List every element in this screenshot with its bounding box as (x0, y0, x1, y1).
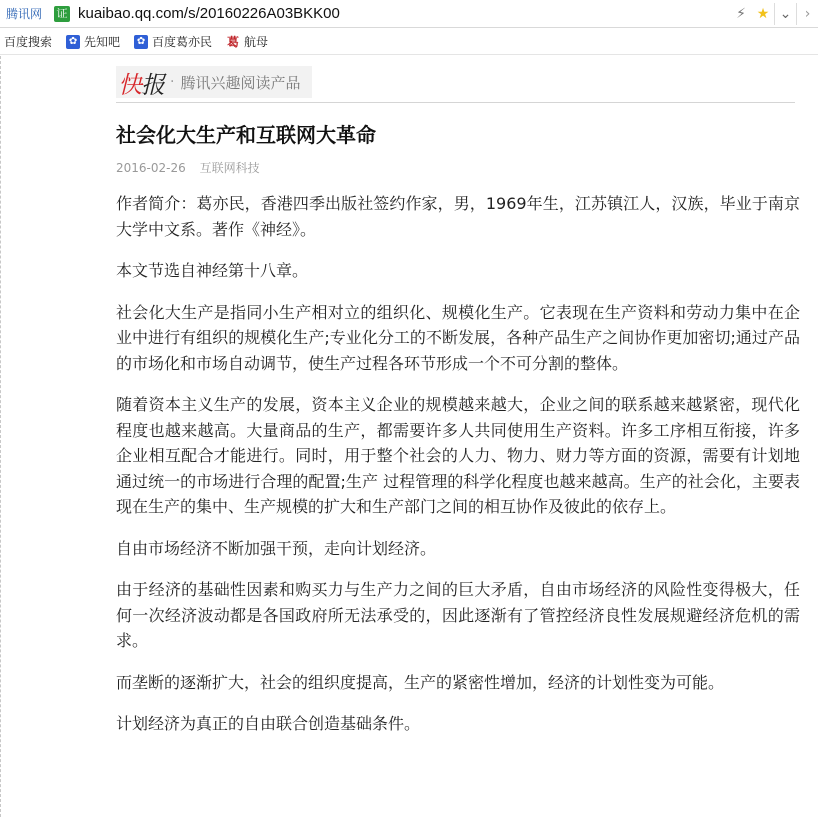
article-paragraph: 本文节选自神经第十八章。 (116, 261, 309, 280)
baidu-paw-icon: ✿ (134, 35, 148, 49)
certificate-icon[interactable]: 证 (54, 6, 70, 22)
brand-tagline: 腾讯兴趣阅读产品 (180, 73, 301, 92)
bookmark-xianzhiba[interactable] (66, 34, 120, 50)
article-paragraph: 计划经济为真正的自由联合创造基础条件。 (116, 714, 421, 733)
brand-separator: · (170, 74, 175, 90)
bookmark-hangmu[interactable] (226, 34, 268, 50)
article-paragraph: 随着资本主义生产的发展，资本主义企业的规模越来越大，企业之间的联系越来越紧密，现代化程度也越来越高。大量商品的生产，都需要许多人共同使用生产资料。许多工序相互衔接，许多企业相互配合才能进行。同时，用于整个社会的人力、物力、财力等方面的资源，需要有计划地通过统一的市场进行合理的配置;生产 过程管理的科学化程度也越来越高。生产的社会化，主要表现在生产的集中、生产规模的扩大和生产部门之间的相互协作及彼此的依存上。 (116, 395, 800, 516)
page-edge-line (0, 56, 1, 817)
article-source: 互联网科技 (199, 161, 260, 175)
header-divider (116, 102, 795, 103)
article-paragraph: 而垄断的逐渐扩大，社会的组织度提高，生产的紧密性增加，经济的计划性变为可能。 (116, 672, 725, 692)
article-date: 2016-02-26 (116, 161, 186, 175)
article-paragraph: 社会化大生产是指同小生产相对立的组织化、规模化生产。它表现在生产资料和劳动力集中在企业中进行有组织的规模化生产;专业化分工的不断发展，各种产品生产之间协作更加密切;通过产品的市场化和市场自动调节，使生产过程各环节形成一个不可分割的整体。 (116, 302, 800, 373)
bookmark-baidu-search[interactable] (4, 34, 52, 50)
bookmark-star-icon[interactable]: ★ (756, 6, 770, 22)
article-title: 社会化大生产和互联网大革命 (116, 123, 376, 147)
bookmark-label: 百度搜索 (4, 34, 53, 49)
article-body (116, 191, 800, 753)
bookmark-label: 百度葛亦民 (152, 34, 213, 49)
kuaibao-logo: 快报 (118, 70, 164, 99)
bookmarks-bar (0, 29, 818, 55)
article-meta (116, 160, 260, 176)
ge-logo-icon: 葛 (227, 34, 240, 49)
article-paragraph: 作者简介：葛亦民，香港四季出版社签约作家，男，1969年生，江苏镇江人，汉族，毕业于南京大学中文系。著作《神经》。 (116, 194, 800, 239)
bookmark-label: 先知吧 (84, 34, 121, 49)
speed-mode-icon[interactable]: ⚡ (736, 6, 746, 22)
site-identity-badge[interactable]: 腾讯网 (6, 7, 43, 21)
article-paragraph: 自由市场经济不断加强干预，走向计划经济。 (116, 538, 437, 558)
address-bar (0, 0, 818, 28)
brand-header[interactable] (116, 66, 312, 98)
address-bar-actions (730, 2, 818, 26)
bookmark-baidu-geyimin[interactable] (134, 34, 212, 50)
baidu-paw-icon: ✿ (66, 35, 80, 49)
chevron-down-icon[interactable]: ⌄ (774, 3, 796, 25)
more-icon[interactable]: › (796, 3, 818, 25)
url-input[interactable]: kuaibao.qq.com/s/20160226A03BKK00 (78, 5, 340, 22)
bookmark-label: 航母 (244, 34, 269, 49)
article-paragraph: 由于经济的基础性因素和购买力与生产力之间的巨大矛盾，自由市场经济的风险性变得极大，任何一次经济波动都是各国政府所无法承受的，因此逐渐有了管控经济良性发展规避经济危机的需求。 (116, 580, 800, 650)
